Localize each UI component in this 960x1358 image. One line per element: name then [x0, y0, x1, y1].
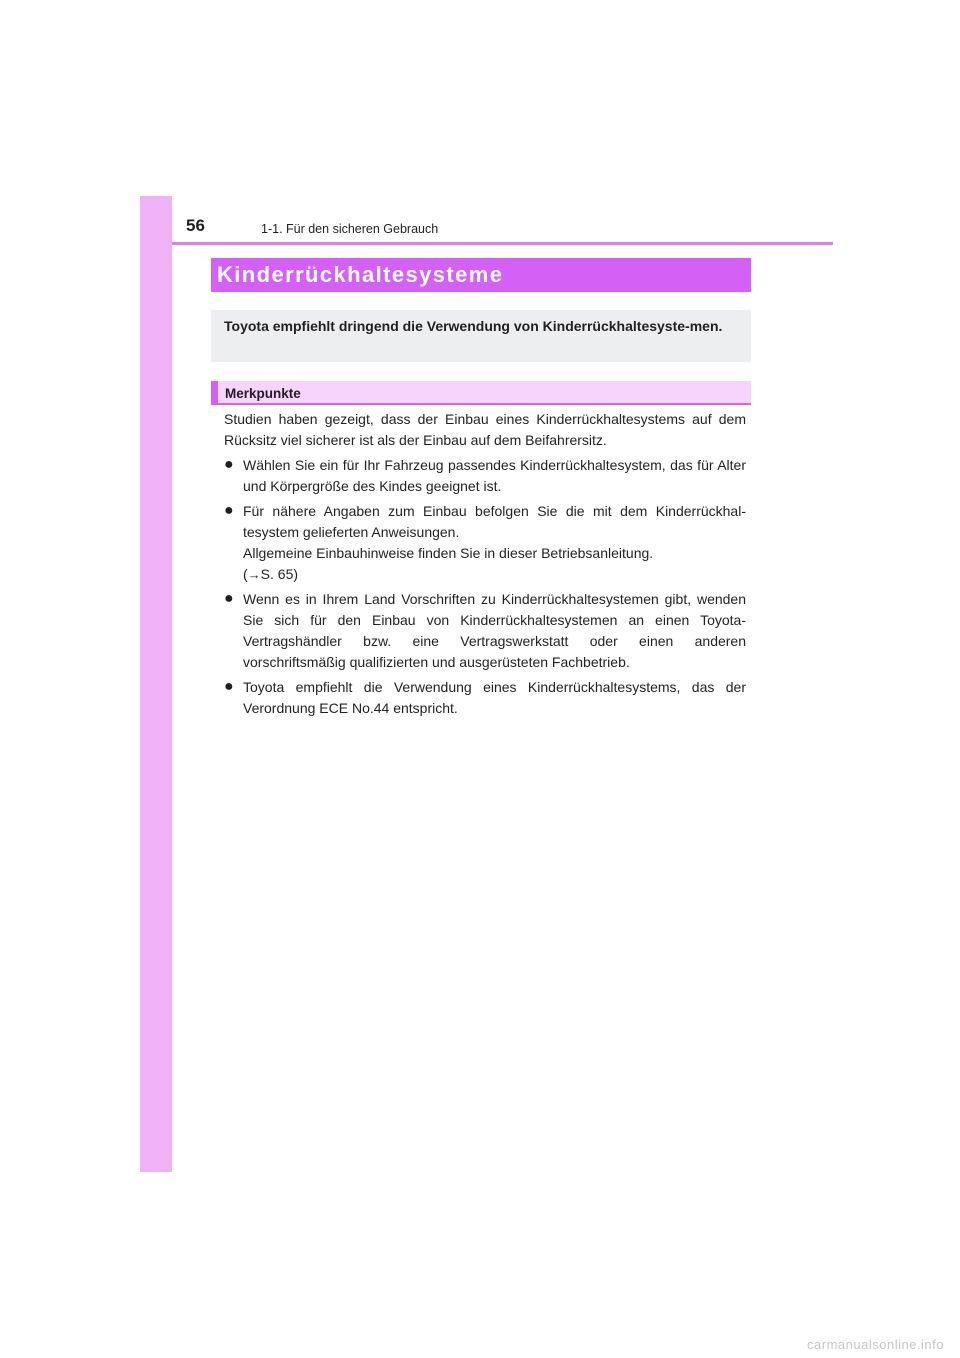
header-rule [172, 242, 833, 245]
subheading-accent [211, 381, 218, 405]
list-item-text: Toyota empfiehlt die Verwendung eines Kinderrückhaltesystems, das der Verordnung ECE No.44 entspricht. [243, 679, 746, 716]
chapter-tab-strip [140, 196, 172, 1172]
intro-text: Toyota empfiehlt dringend die Verwendung von Kinderrückhaltesyste-men. [224, 318, 723, 334]
list-item [224, 677, 746, 719]
subheading: Merkpunkte [225, 386, 301, 401]
list-item [224, 455, 746, 497]
list-item [224, 501, 746, 585]
bullet-icon: ● [224, 456, 234, 473]
body-text [224, 409, 746, 723]
page-number: 56 [186, 216, 205, 235]
reference-page: S. 65) [260, 566, 299, 582]
list-item-text: Für nähere Angaben zum Einbau befolgen Sie die mit dem Kinderrückhal-tesystem gelieferten Anweisungen. [243, 503, 746, 540]
section-label: 1-1. Für den sicheren Gebrauch [261, 222, 439, 236]
page-title: Kinderrückhaltesysteme [217, 262, 504, 287]
list-item-text: Wählen Sie ein für Ihr Fahrzeug passendes Kinderrückhaltesystem, das für Alter und Körpergröße des Kindes geeignet ist. [243, 457, 746, 494]
bullet-icon: ● [224, 590, 234, 607]
list-item-extra: Allgemeine Einbauhinweise finden Sie in dieser Betriebsanleitung. [243, 545, 654, 561]
page-reference[interactable] [243, 564, 746, 585]
bullet-icon: ● [224, 678, 234, 695]
lead-paragraph: Studien haben gezeigt, dass der Einbau eines Kinderrückhaltesystems auf dem Rücksitz viel sicherer ist als der Einbau auf dem Beifahrersitz. [224, 411, 746, 448]
bullet-icon: ● [224, 502, 234, 519]
list-item-body [243, 501, 746, 585]
list-item [224, 589, 746, 673]
arrow-right-icon: → [247, 567, 261, 582]
footer-watermark: carmanualsonline.info [807, 1337, 944, 1352]
reference-paren: ( [243, 566, 248, 582]
list-item-text: Wenn es in Ihrem Land Vorschriften zu Kinderrückhaltesystemen gibt, wenden Sie sich für den Einbau von Kinderrückhaltesystemen an einen Toyota-Vertragshändler bzw. eine Vertragswerkstatt oder einen anderen vorschriftsmäßig qualifizierten und ausgerüsteten Fachbetrieb. [243, 591, 746, 670]
